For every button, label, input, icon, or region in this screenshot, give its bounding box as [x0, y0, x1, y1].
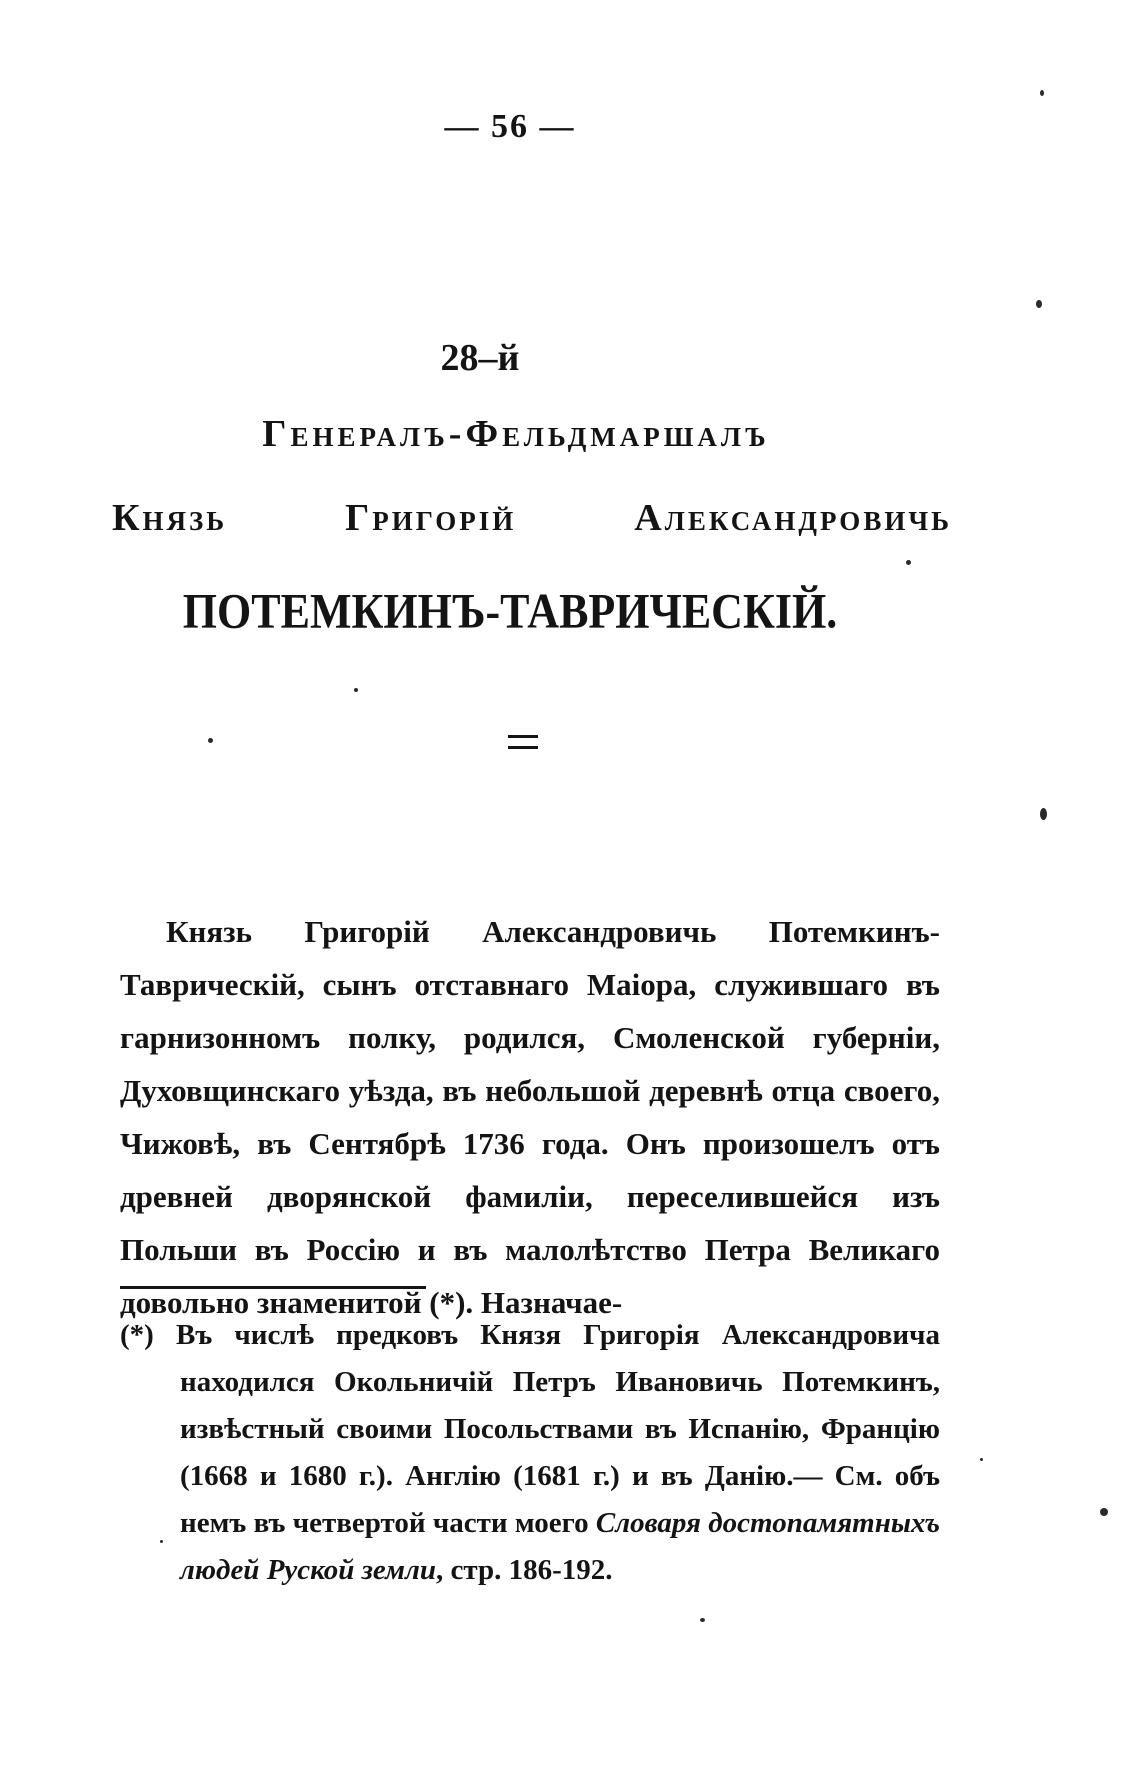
heading-name: Князь Григорій Александровичь — [112, 497, 952, 539]
scan-speck — [906, 560, 911, 565]
page-number: — 56 — — [444, 108, 576, 145]
footnote — [120, 1312, 940, 1594]
heading-rank: Генералъ-Фельдмаршалъ — [262, 413, 770, 455]
scan-speck — [980, 1458, 983, 1461]
footnote-rule — [120, 1286, 426, 1289]
scan-speck — [208, 738, 213, 743]
footnote-text-start: (*) Въ числѣ предковъ Князя Григорія Александровича находился Окольничій Петръ Ивановичь Потемкинъ, извѣстный своими Посольствами въ Испанію, Францію (1668 и 1680 г.). Англію (1681 г.) и въ Данію.— См. объ немъ въ четвертой части моего — [120, 1319, 940, 1539]
scan-speck — [354, 688, 358, 692]
scan-speck — [160, 1540, 163, 1543]
scan-speck — [1040, 808, 1047, 820]
scan-speck — [700, 1618, 705, 1622]
footnote-text-end: , стр. 186-192. — [435, 1554, 613, 1586]
heading-surname: ПОТЕМКИНЪ-ТАВРИЧЕСКІЙ. — [182, 584, 838, 639]
body-paragraph: Князь Григорій Александровичь Потемкинъ-Таврическій, сынъ отставнаго Маіора, служившаго въ гарнизонномъ полку, родился, Смоленской губерніи, Духовщинскаго уѣзда, въ небольшой деревнѣ отца своего, Чижовѣ, въ Сентябрѣ 1736 года. Онъ произошелъ отъ древней дворянской фамиліи, переселившейся изъ Польши въ Россію и въ малолѣтство Петра Великаго довольно знаменитой (*). Назначае- — [120, 914, 940, 1320]
scan-speck — [1036, 300, 1042, 308]
scan-speck — [1100, 1508, 1108, 1516]
chapter-ordinal: 28–й — [440, 337, 520, 379]
footnote-italic-title: Словаря достопамятныхъ людей Руской земли — [180, 1507, 940, 1586]
section-separator — [508, 735, 538, 749]
scan-speck — [1040, 90, 1044, 96]
